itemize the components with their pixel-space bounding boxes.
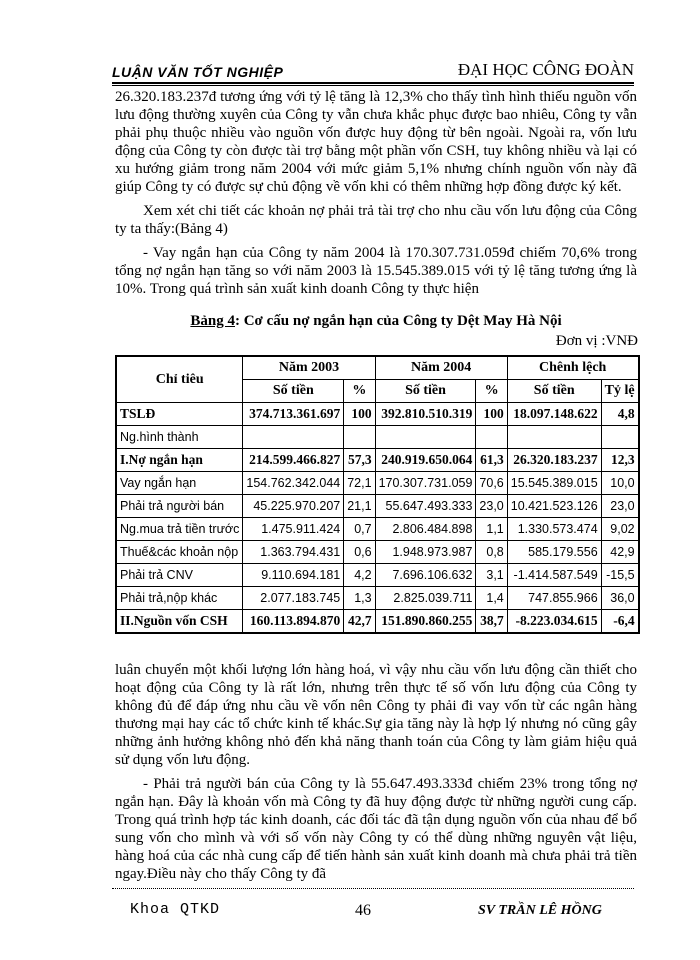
amount-2004: 2.806.484.898	[375, 518, 476, 541]
row-label: TSLĐ	[116, 403, 243, 426]
row-label: II.Nguồn vốn CSH	[116, 610, 243, 634]
paragraph-5: - Phải trả người bán của Công ty là 55.647.493.333đ chiếm 23% trong tổng nợ ngắn hạn. Đây là khoản vốn mà Công ty đã huy động được từ những người cung cấp. Trong quá trình hợp tác kinh doanh, các đối tác đã tận dụng nguồn vốn của nhau để bổ sung vốn cho mình và với số vốn này Công ty có thể dùng những nguyên vật liệu, hàng hoá của các nhà cung cấp để tiến hành sản xuất kinh doanh mà chưa phải trả tiền ngay.Điều này cho thấy Công ty đã	[115, 776, 637, 882]
ratio-diff	[601, 426, 638, 449]
header-rule-thin	[112, 85, 634, 86]
table-row	[116, 495, 639, 518]
table-row	[116, 587, 639, 610]
row-label: Ng.mua trả tiền trước	[116, 518, 243, 541]
row-label: I.Nợ ngắn hạn	[116, 449, 243, 472]
table-row	[116, 426, 639, 449]
ratio-diff: 10,0	[601, 472, 638, 495]
header-pct-2004: %	[476, 380, 507, 403]
pct-2003: 57,3	[344, 449, 375, 472]
pct-2003: 42,7	[344, 610, 375, 634]
table-body	[116, 403, 639, 634]
header-left-title: LUẬN VĂN TỐT NGHIỆP	[112, 64, 284, 80]
row-label: Phải trả CNV	[116, 564, 243, 587]
pct-2003: 100	[344, 403, 375, 426]
pct-2003	[344, 426, 375, 449]
table-row	[116, 610, 639, 634]
debt-structure-table	[115, 355, 640, 634]
header-so-tien-diff: Số tiền	[507, 380, 601, 403]
pct-2003: 1,3	[344, 587, 375, 610]
table-row	[116, 449, 639, 472]
row-label: Phải trả,nộp khác	[116, 587, 243, 610]
amount-2003: 1.475.911.424	[243, 518, 344, 541]
amount-diff: -1.414.587.549	[507, 564, 601, 587]
amount-diff: 10.421.523.126	[507, 495, 601, 518]
pct-2004: 1,4	[476, 587, 507, 610]
table-row	[116, 472, 639, 495]
header-right-title: ĐẠI HỌC CÔNG ĐOÀN	[457, 60, 634, 79]
ratio-diff: 12,3	[601, 449, 638, 472]
ratio-diff: -6,4	[601, 610, 638, 634]
amount-diff: 747.855.966	[507, 587, 601, 610]
amount-2004: 240.919.650.064	[375, 449, 476, 472]
amount-diff	[507, 426, 601, 449]
pct-2004: 38,7	[476, 610, 507, 634]
row-label: Vay ngắn hạn	[116, 472, 243, 495]
row-label: Ng.hình thành	[116, 426, 243, 449]
amount-diff: 585.179.556	[507, 541, 601, 564]
amount-2003	[243, 426, 344, 449]
row-label: Phải trả người bán	[116, 495, 243, 518]
amount-2003: 160.113.894.870	[243, 610, 344, 634]
amount-2004: 7.696.106.632	[375, 564, 476, 587]
pct-2003: 72,1	[344, 472, 375, 495]
amount-2004: 170.307.731.059	[375, 472, 476, 495]
paragraph-2: Xem xét chi tiết các khoản nợ phải trả tài trợ cho nhu cầu vốn lưu động của Công ty ta thấy:(Bảng 4)	[115, 203, 637, 237]
ratio-diff: 23,0	[601, 495, 638, 518]
pct-2003: 4,2	[344, 564, 375, 587]
pct-2004: 61,3	[476, 449, 507, 472]
header-chenh-lech: Chênh lệch	[507, 356, 638, 380]
table-row	[116, 403, 639, 426]
ratio-diff: -15,5	[601, 564, 638, 587]
body-text-top	[115, 88, 637, 298]
body-text-bottom	[115, 661, 637, 883]
amount-2003: 9.110.694.181	[243, 564, 344, 587]
header-chi-tieu: Chỉ tiêu	[116, 356, 243, 403]
header-rule	[112, 82, 634, 84]
footer-faculty: Khoa QTKD	[130, 901, 221, 918]
amount-2003: 374.713.361.697	[243, 403, 344, 426]
amount-diff: 26.320.183.237	[507, 449, 601, 472]
paragraph-3: - Vay ngắn hạn của Công ty năm 2004 là 170.307.731.059đ chiếm 70,6% trong tổng nợ ngắn hạn tăng so với năm 2003 là 15.545.389.015 với tỷ lệ tăng tương ứng là 10%. Trong quá trình sản xuất kinh doanh Công ty thực hiện	[115, 245, 637, 297]
table-unit: Đơn vị :VNĐ	[555, 333, 638, 349]
table-caption-text: : Cơ cấu nợ ngắn hạn của Công ty Dệt May Hà Nội	[234, 313, 562, 329]
pct-2003: 0,6	[344, 541, 375, 564]
table-caption	[115, 313, 637, 330]
amount-2004: 151.890.860.255	[375, 610, 476, 634]
footer-student: SV TRẦN LÊ HỒNG	[478, 903, 602, 918]
pct-2004: 0,8	[476, 541, 507, 564]
table-row	[116, 541, 639, 564]
table-caption-label: Bảng 4	[190, 313, 235, 329]
pct-2004: 23,0	[476, 495, 507, 518]
amount-2004: 392.810.510.319	[375, 403, 476, 426]
amount-2003: 45.225.970.207	[243, 495, 344, 518]
amount-2004: 2.825.039.711	[375, 587, 476, 610]
ratio-diff: 9,02	[601, 518, 638, 541]
amount-2003: 214.599.466.827	[243, 449, 344, 472]
table-row	[116, 518, 639, 541]
amount-2003: 2.077.183.745	[243, 587, 344, 610]
pct-2003: 21,1	[344, 495, 375, 518]
pct-2004: 100	[476, 403, 507, 426]
page-header	[112, 60, 634, 84]
header-year-2003: Năm 2003	[243, 356, 375, 380]
amount-2004: 55.647.493.333	[375, 495, 476, 518]
row-label: Thuế&các khoản nộp	[116, 541, 243, 564]
paragraph-1: 26.320.183.237đ tương ứng với tỷ lệ tăng là 12,3% cho thấy tình hình thiếu nguồn vốn lưu động thường xuyên của Công ty vẫn chưa khắc phục được bao nhiêu, Công ty vẫn phải phụ thuộc nhiều vào nguồn vốn được huy động từ bên ngoài. Ngoài ra, vốn lưu động của Công ty còn được tài trợ bằng một phần vốn CSH, tuy không nhiều và lại có xu hướng giảm trong năm 2004 với mức giảm 5,1% nhưng chính nguồn vốn này đã giúp Công ty có được sự chủ động về vốn khi có thêm những hợp đồng được ký kết.	[115, 89, 637, 195]
header-year-2004: Năm 2004	[375, 356, 507, 380]
amount-diff: -8.223.034.615	[507, 610, 601, 634]
amount-2004: 1.948.973.987	[375, 541, 476, 564]
pct-2004: 70,6	[476, 472, 507, 495]
ratio-diff: 36,0	[601, 587, 638, 610]
ratio-diff: 4,8	[601, 403, 638, 426]
paragraph-4: luân chuyển một khối lượng lớn hàng hoá, vì vậy nhu cầu vốn lưu động cần thiết cho hoạt động của Công ty là rất lớn, nhưng trên thực tế số vốn lưu động của Công ty không đủ để đáp ứng nhu cầu về vốn nên Công ty phải đi vay vốn từ các ngân hàng thương mại hay các tổ chức kinh tế khác.Sự gia tăng này là hợp lý nhưng nó cũng gây những ảnh hưởng không nhỏ đến khả năng thanh toán của Công ty làm giảm hiệu quả sử dụng vốn lưu động.	[115, 662, 637, 768]
amount-diff: 18.097.148.622	[507, 403, 601, 426]
pct-2004	[476, 426, 507, 449]
pct-2004: 1,1	[476, 518, 507, 541]
pct-2003: 0,7	[344, 518, 375, 541]
header-so-tien-2003: Số tiền	[243, 380, 344, 403]
amount-2003: 1.363.794.431	[243, 541, 344, 564]
page-number: 46	[355, 902, 371, 919]
amount-2004	[375, 426, 476, 449]
pct-2004: 3,1	[476, 564, 507, 587]
amount-diff: 15.545.389.015	[507, 472, 601, 495]
ratio-diff: 42,9	[601, 541, 638, 564]
footer-rule	[112, 888, 634, 889]
amount-2003: 154.762.342.044	[243, 472, 344, 495]
header-pct-2003: %	[344, 380, 375, 403]
header-so-tien-2004: Số tiền	[375, 380, 476, 403]
table-row	[116, 564, 639, 587]
amount-diff: 1.330.573.474	[507, 518, 601, 541]
header-ty-le: Tỷ lệ	[601, 380, 638, 403]
